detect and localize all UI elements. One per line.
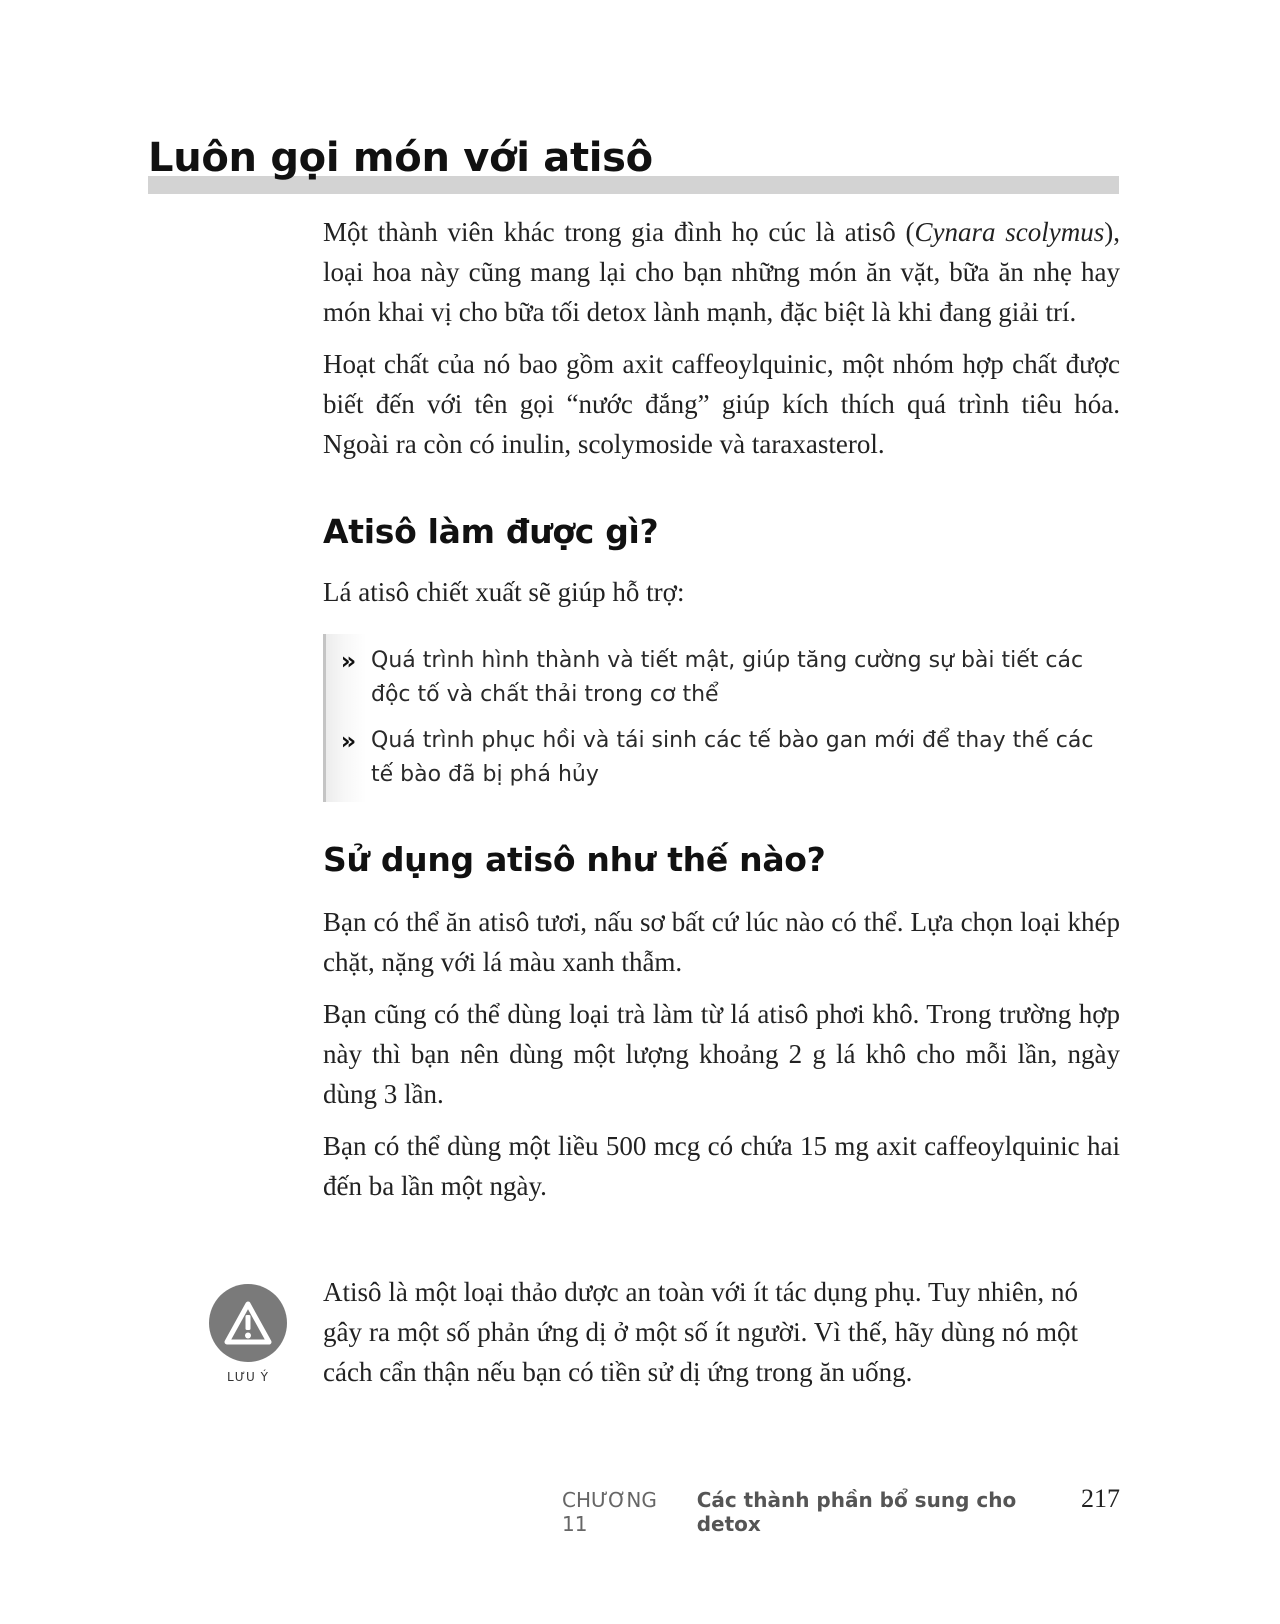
footer-chapter-label: CHƯƠNG 11 (562, 1488, 657, 1536)
section-what-lead: Lá atisô chiết xuất sẽ giúp hỗ trợ: (323, 577, 685, 607)
page-footer (562, 1484, 1120, 1536)
list-item-text: Quá trình phục hồi và tái sinh các tế bào gan mới để thay thế các tế bào đã bị phá hủy (371, 728, 1094, 787)
how-paragraph-1: Bạn có thể ăn atisô tươi, nấu sơ bất cứ lúc nào có thể. Lựa chọn loại khép chặt, nặng với lá màu xanh thẫm. (323, 907, 1120, 977)
list-item-text: Quá trình hình thành và tiết mật, giúp tăng cường sự bài tiết các độc tố và chất thải trong cơ thể (371, 648, 1084, 707)
latin-name: Cynara scolymus (914, 217, 1105, 247)
footer-chapter-name: Các thành phần bổ sung cho detox (696, 1488, 1017, 1536)
main-content (323, 212, 1120, 1218)
double-chevron-icon: » (340, 727, 357, 755)
intro-paragraph-2: Hoạt chất của nó bao gồm axit caffeoylquinic, một nhóm hợp chất được biết đến với tên gọi “nước đắng” giúp kích thích quá trình tiêu hóa. Ngoài ra còn có inulin, scolymoside và taraxasterol. (323, 349, 1120, 459)
section-heading-how: Sử dụng atisô như thế nào? (323, 840, 826, 879)
warning-label: LƯU Ý (227, 1370, 269, 1384)
how-paragraph-3: Bạn có thể dùng một liều 500 mcg có chứa 15 mg axit caffeoylquinic hai đến ba lần một ngày. (323, 1131, 1120, 1201)
chapter-title: Luôn gọi món với atisô (148, 135, 653, 181)
list-item (326, 644, 1120, 712)
intro-text-after: ), loại hoa này cũng mang lại cho bạn những món ăn vặt, bữa ăn nhẹ hay món khai vị cho bữa tối detox lành mạnh, đặc biệt là khi đang giải trí. (323, 217, 1120, 327)
list-item (326, 724, 1120, 792)
bullet-list (323, 634, 1120, 802)
intro-text-before: Một thành viên khác trong gia đình họ cúc là atisô ( (323, 217, 915, 247)
page-number: 217 (1081, 1484, 1120, 1513)
section-heading-what: Atisô làm được gì? (323, 512, 659, 551)
warning-triangle-icon (209, 1284, 287, 1362)
double-chevron-icon: » (340, 647, 357, 675)
warning-text: Atisô là một loại thảo dược an toàn với ít tác dụng phụ. Tuy nhiên, nó gây ra một số phản ứng dị ở một số ít người. Vì thế, hãy dùng nó một cách cẩn thận nếu bạn có tiền sử dị ứng trong ăn uống. (323, 1277, 1078, 1387)
how-paragraph-2: Bạn cũng có thể dùng loại trà làm từ lá atisô phơi khô. Trong trường hợp này thì bạn nên dùng một lượng khoảng 2 g lá khô cho mỗi lần, ngày dùng 3 lần. (323, 999, 1120, 1109)
warning-callout (208, 1284, 288, 1384)
intro-paragraph-1 (323, 212, 1120, 332)
